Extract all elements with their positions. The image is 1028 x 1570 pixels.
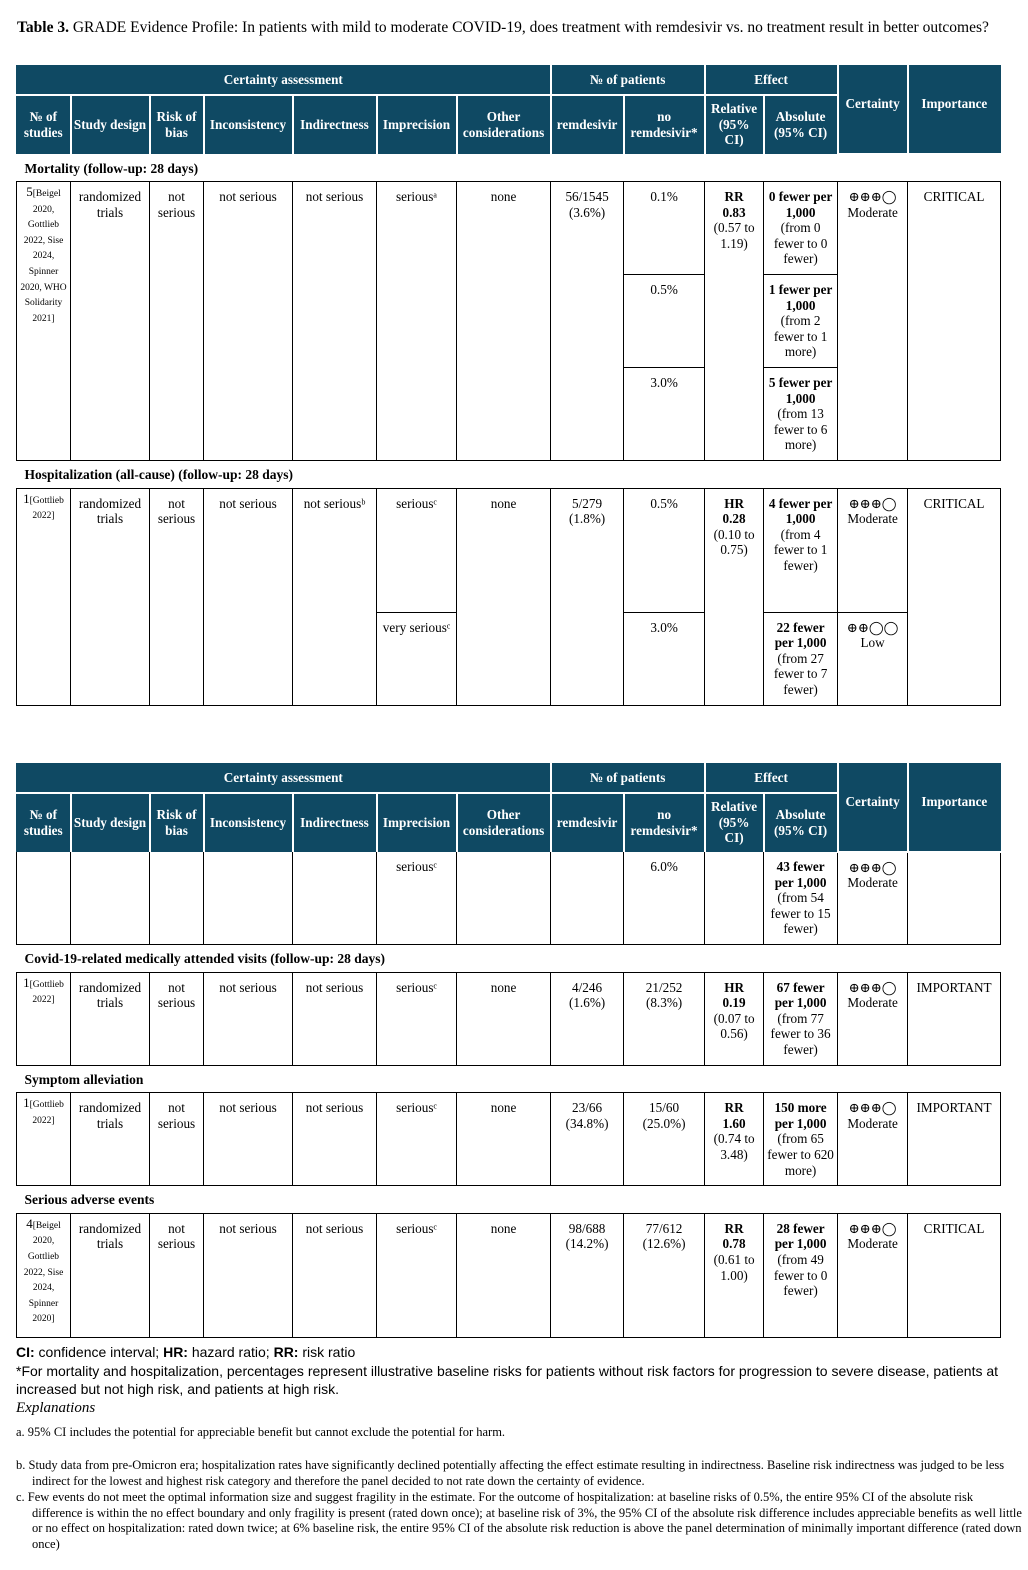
explanations-heading: Explanations (16, 1400, 96, 1416)
visits-relative-val: 0.19 (722, 995, 746, 1011)
visits-indirectness: not serious (293, 972, 377, 1065)
hosp-abs-ci-1: (from 4 fewer to 1 fewer) (773, 526, 828, 574)
sae-no-remdesivir: 77/612 (12.6%) (624, 1213, 705, 1337)
header-indirectness-2: Indirectness (293, 793, 377, 852)
visits-no-remdesivir: 21/252 (8.3%) (624, 972, 705, 1065)
sae-relative-val: 0.78 (722, 1236, 746, 1252)
symptom-inconsistency: not serious (204, 1093, 293, 1186)
hosp-cont-rob (150, 852, 204, 945)
hosp-cont-relative (705, 852, 764, 945)
symptom-remdesivir: 23/66 (34.8%) (551, 1093, 624, 1186)
hosp-inconsistency: not serious (204, 488, 293, 705)
caption-text: GRADE Evidence Profile: In patients with mild to moderate COVID-19, does treatment with remdesivir vs. no treatment result in better outcomes? (68, 19, 989, 36)
symptom-absolute (764, 1093, 838, 1186)
symptom-abs-ci: (from 65 fewer to 620 more) (767, 1131, 834, 1178)
hosp-certainty-label-2: Low (860, 635, 885, 651)
header-imprecision-2: Imprecision (377, 793, 457, 852)
mortality-baseline-3: 3.0% (624, 368, 705, 461)
visits-certainty-symbols: ⊕⊕⊕◯ (848, 979, 897, 995)
sae-remdesivir: 98/688 (14.2%) (551, 1213, 624, 1337)
caption-label: Table 3. (17, 19, 69, 36)
mortality-relative-type: RR (724, 189, 744, 205)
mortality-relative (705, 182, 764, 461)
hosp-imprecision-3: seriousᶜ (377, 852, 457, 945)
symptom-studies-ref: [Gottlieb 2022] (29, 1100, 64, 1126)
abbrev-ci-text: confidence interval; (34, 1344, 164, 1360)
sae-studies (17, 1213, 71, 1337)
hosp-imprecision-2: very seriousᶜ (377, 612, 457, 705)
abbrev-rr-label: RR: (273, 1344, 299, 1360)
symptom-abs-bold: 150 more per 1,000 (774, 1100, 827, 1131)
mortality-studies-ref: [Beigel 2020, Gottlieb 2022, Sise 2024, Spinner 2020, WHO Solidarity 2021] (20, 189, 67, 324)
header-certainty-2: Certainty (838, 764, 908, 852)
mortality-abs-bold-2: 1 fewer per 1,000 (768, 282, 833, 313)
visits-other: none (457, 972, 551, 1065)
header-study-design-2: Study design (71, 793, 150, 852)
hosp-abs-bold-3: 43 fewer per 1,000 (774, 859, 827, 890)
hosp-baseline-2: 3.0% (624, 612, 705, 705)
footnote-b: b. Study data from pre-Omicron era; hospitalization rates have significantly declined potentially affecting the effect estimate resulting in indirectness. Baseline risk indirectness was judged to be less indirect for the lowest and highest risk category and therefore the panel decided to not rate down the certainty of evidence. (16, 1458, 1005, 1488)
hosp-cont-importance (908, 852, 1001, 945)
header-certainty-assessment-2: Certainty assessment (17, 764, 551, 794)
header-inconsistency-2: Inconsistency (204, 793, 293, 852)
sae-abs-ci: (from 49 fewer to 0 fewer) (773, 1251, 828, 1299)
sae-relative-ci: (0.61 to 1.00) (713, 1251, 755, 1283)
sae-importance: CRITICAL (908, 1213, 1001, 1337)
symptom-studies (17, 1093, 71, 1186)
visits-studies-ref: [Gottlieb 2022] (29, 979, 64, 1006)
hosp-studies-ref: [Gottlieb 2022] (29, 495, 64, 522)
sae-inconsistency: not serious (204, 1213, 293, 1337)
symptom-other: none (457, 1093, 551, 1186)
sae-relative-type: RR (724, 1220, 744, 1236)
hosp-cont-other (457, 852, 551, 945)
header-no-studies: № of studies (17, 95, 71, 154)
abbrev-rr-text: risk ratio (298, 1344, 356, 1360)
mortality-abs-ci-2: (from 2 fewer to 1 more) (773, 313, 828, 360)
visits-importance: IMPORTANT (908, 972, 1001, 1065)
header-relative-2: Relative (95% CI) (705, 793, 764, 852)
visits-absolute (764, 972, 838, 1065)
mortality-certainty (838, 182, 908, 461)
baseline-risk-note: *For mortality and hospitalization, percentages represent illustrative baseline risks for patients without risk factors for progression to severe disease, patients at increased but not high risk, and patients at high risk. (16, 1363, 999, 1397)
mortality-certainty-label: Moderate (847, 204, 898, 220)
mortality-relative-val: 0.83 (722, 204, 746, 220)
hosp-absolute-2 (764, 612, 838, 705)
hosp-absolute-1 (764, 488, 838, 612)
visits-remdesivir: 4/246 (1.6%) (551, 972, 624, 1065)
hosp-abs-bold-1: 4 fewer per 1,000 (768, 495, 833, 527)
grade-table-part-1 (16, 65, 1001, 706)
visits-inconsistency: not serious (204, 972, 293, 1065)
section-symptom: Symptom alleviation (17, 1065, 1001, 1093)
sae-design: randomized trials (71, 1213, 150, 1337)
mortality-studies (17, 182, 71, 461)
hosp-baseline-1: 0.5% (624, 488, 705, 612)
symptom-rob: not serious (150, 1093, 204, 1186)
hosp-imprecision-1: seriousᶜ (377, 488, 457, 612)
visits-abs-bold: 67 fewer per 1,000 (774, 979, 827, 1011)
header-other: Other considerations (457, 95, 551, 154)
header-imprecision: Imprecision (377, 95, 457, 154)
header-no-remdesivir: no remdesivir* (624, 95, 705, 154)
grade-table-part-2 (16, 763, 1001, 1338)
header-indirectness: Indirectness (293, 95, 377, 154)
header-certainty: Certainty (838, 66, 908, 154)
hosp-relative-val: 0.28 (722, 511, 746, 527)
mortality-imprecision: seriousᵃ (377, 182, 457, 461)
abbreviations (16, 1343, 1006, 1361)
hosp-abs-bold-2: 22 fewer per 1,000 (774, 619, 827, 651)
header-relative: Relative (95% CI) (705, 95, 764, 154)
header-remdesivir: remdesivir (551, 95, 624, 154)
visits-rob: not serious (150, 972, 204, 1065)
sae-studies-ref: [Beigel 2020, Gottlieb 2022, Sise 2024, Spinner 2020] (23, 1220, 64, 1325)
table-caption (17, 19, 1012, 37)
header-other-2: Other considerations (457, 793, 551, 852)
symptom-relative-type: RR (724, 1100, 744, 1116)
abbrev-ci-label: CI: (16, 1344, 35, 1360)
footnote-c: c. Few events do not meet the optimal information size and suggest fragility in the estimate. For the outcome of hospitalization: at baseline risks of 0.5%, the entire 95% CI of the absolute risk difference is within the no effect boundary and only fragility is present (rated down once); at baseline risk of 3%, the 95% CI of the absolute risk difference includes appreciable benefits as well little or no effect on hospitalization: rated down twice; at 6% baseline risk, the entire 95% CI of the absolute risk reduction is above the panel determination of minimally important difference (rated down once) (16, 1490, 1022, 1551)
sae-indirectness: not serious (293, 1213, 377, 1337)
mortality-abs-bold-3: 5 fewer per 1,000 (768, 375, 833, 406)
mortality-importance: CRITICAL (908, 182, 1001, 461)
header-importance: Importance (908, 66, 1001, 154)
symptom-relative-ci: (0.74 to 3.48) (713, 1131, 755, 1162)
footnote-a: a. 95% CI includes the potential for appreciable benefit but cannot exclude the potential for harm. (16, 1425, 506, 1439)
hosp-relative-ci: (0.10 to 0.75) (713, 526, 755, 558)
section-visits: Covid-19-related medically attended visits (follow-up: 28 days) (17, 945, 1001, 973)
mortality-absolute-2 (764, 275, 838, 368)
sae-abs-bold: 28 fewer per 1,000 (774, 1220, 827, 1252)
hosp-rob: not serious (150, 488, 204, 705)
hosp-importance: CRITICAL (908, 488, 1001, 705)
hosp-studies (17, 488, 71, 705)
hosp-abs-ci-2: (from 27 fewer to 7 fewer) (773, 650, 828, 698)
mortality-remdesivir: 56/1545 (3.6%) (551, 182, 624, 461)
visits-relative-ci: (0.07 to 0.56) (713, 1010, 755, 1042)
hosp-cont-remdesivir (551, 852, 624, 945)
sae-relative (705, 1213, 764, 1337)
header-risk-of-bias: Risk of bias (150, 95, 204, 154)
sae-imprecision: seriousᶜ (377, 1213, 457, 1337)
symptom-certainty (838, 1093, 908, 1186)
hosp-indirectness: not seriousᵇ (293, 488, 377, 705)
sae-rob: not serious (150, 1213, 204, 1337)
sae-certainty-symbols: ⊕⊕⊕◯ (848, 1220, 897, 1236)
header-no-patients-2: № of patients (551, 764, 705, 794)
hosp-other: none (457, 488, 551, 705)
header-absolute-2: Absolute (95% CI) (764, 793, 838, 852)
sae-studies-n: 4 (26, 1215, 33, 1231)
hosp-cont-studies (17, 852, 71, 945)
header-absolute: Absolute (95% CI) (764, 95, 838, 154)
visits-relative (705, 972, 764, 1065)
mortality-design: randomized trials (71, 182, 150, 461)
hosp-cont-design (71, 852, 150, 945)
header-no-remdesivir-2: no remdesivir* (624, 793, 705, 852)
visits-certainty (838, 972, 908, 1065)
mortality-baseline-1: 0.1% (624, 182, 705, 275)
header-certainty-assessment: Certainty assessment (17, 66, 551, 96)
hosp-design: randomized trials (71, 488, 150, 705)
mortality-rob: not serious (150, 182, 204, 461)
mortality-abs-bold-1: 0 fewer per 1,000 (768, 189, 833, 220)
visits-relative-type: HR (724, 979, 744, 995)
mortality-abs-ci-1: (from 0 fewer to 0 fewer) (773, 220, 828, 267)
section-hospitalization: Hospitalization (all-cause) (follow-up: 28 days) (17, 461, 1001, 489)
hosp-cont-inconsistency (204, 852, 293, 945)
mortality-baseline-2: 0.5% (624, 275, 705, 368)
header-effect-2: Effect (705, 764, 838, 794)
symptom-certainty-symbols: ⊕⊕⊕◯ (848, 1100, 897, 1116)
symptom-relative-val: 1.60 (722, 1115, 746, 1131)
hosp-relative-type: HR (724, 495, 744, 511)
symptom-studies-n: 1 (23, 1095, 30, 1111)
visits-studies (17, 972, 71, 1065)
sae-other: none (457, 1213, 551, 1337)
abbrev-hr-label: HR: (163, 1344, 188, 1360)
section-sae: Serious adverse events (17, 1186, 1001, 1214)
symptom-relative (705, 1093, 764, 1186)
symptom-importance: IMPORTANT (908, 1093, 1001, 1186)
mortality-studies-n: 5 (26, 184, 33, 200)
hosp-certainty-label-3: Moderate (847, 875, 898, 891)
header-effect: Effect (705, 66, 838, 96)
visits-abs-ci: (from 77 fewer to 36 fewer) (770, 1010, 831, 1057)
hosp-relative (705, 488, 764, 705)
hosp-certainty-label-1: Moderate (847, 511, 898, 527)
symptom-design: randomized trials (71, 1093, 150, 1186)
hosp-remdesivir: 5/279 (1.8%) (551, 488, 624, 705)
symptom-no-remdesivir: 15/60 (25.0%) (624, 1093, 705, 1186)
header-study-design: Study design (71, 95, 150, 154)
hosp-certainty-3 (838, 852, 908, 945)
mortality-abs-ci-3: (from 13 fewer to 6 more) (773, 406, 828, 453)
symptom-certainty-label: Moderate (847, 1115, 898, 1131)
mortality-other: none (457, 182, 551, 461)
hosp-baseline-3: 6.0% (624, 852, 705, 945)
visits-certainty-label: Moderate (847, 995, 898, 1011)
mortality-inconsistency: not serious (204, 182, 293, 461)
hosp-absolute-3 (764, 852, 838, 945)
hosp-cont-indirectness (293, 852, 377, 945)
section-mortality: Mortality (follow-up: 28 days) (17, 154, 1001, 182)
sae-absolute (764, 1213, 838, 1337)
mortality-relative-ci: (0.57 to 1.19) (713, 220, 755, 251)
visits-imprecision: seriousᶜ (377, 972, 457, 1065)
hosp-abs-ci-3: (from 54 fewer to 15 fewer) (770, 890, 831, 937)
hosp-certainty-1 (838, 488, 908, 612)
sae-certainty (838, 1213, 908, 1337)
visits-studies-n: 1 (23, 974, 30, 990)
header-inconsistency: Inconsistency (204, 95, 293, 154)
mortality-absolute-1 (764, 182, 838, 275)
hosp-certainty-symbols-2: ⊕⊕◯◯ (846, 619, 899, 635)
hosp-certainty-symbols-3: ⊕⊕⊕◯ (848, 859, 897, 875)
symptom-indirectness: not serious (293, 1093, 377, 1186)
symptom-imprecision: seriousᶜ (377, 1093, 457, 1186)
abbrev-hr-text: hazard ratio; (187, 1344, 274, 1360)
visits-design: randomized trials (71, 972, 150, 1065)
mortality-absolute-3 (764, 368, 838, 461)
header-remdesivir-2: remdesivir (551, 793, 624, 852)
header-no-patients: № of patients (551, 66, 705, 96)
hosp-certainty-symbols-1: ⊕⊕⊕◯ (848, 495, 897, 511)
header-risk-of-bias-2: Risk of bias (150, 793, 204, 852)
mortality-indirectness: not serious (293, 182, 377, 461)
mortality-certainty-symbols: ⊕⊕⊕◯ (848, 189, 897, 205)
header-no-studies-2: № of studies (17, 793, 71, 852)
hosp-certainty-2 (838, 612, 908, 705)
sae-certainty-label: Moderate (847, 1236, 898, 1252)
header-importance-2: Importance (908, 764, 1001, 852)
hosp-studies-n: 1 (23, 490, 30, 506)
